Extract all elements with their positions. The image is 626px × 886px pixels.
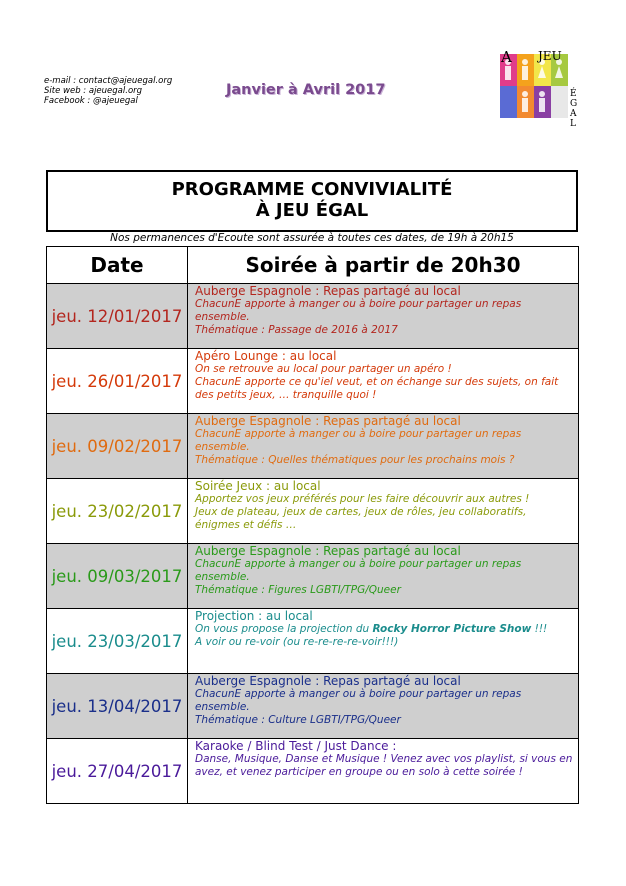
logo-letter-g: G xyxy=(570,99,578,109)
table-row xyxy=(47,739,579,804)
event-title: Apéro Lounge : au local xyxy=(195,349,337,363)
event-date: jeu. 09/03/2017 xyxy=(47,544,188,609)
logo-letter-e: É xyxy=(570,89,577,99)
contact-block xyxy=(44,76,172,106)
event-description-text: !!! xyxy=(531,623,548,635)
event-description: Thématique : Passage de 2016 à 2017 xyxy=(195,324,398,336)
table-header-row xyxy=(47,247,579,284)
event-date: jeu. 27/04/2017 xyxy=(47,739,188,804)
event-cell xyxy=(188,479,579,544)
event-description: ChacunE apporte à manger ou à boire pour partager un repas ensemble. xyxy=(195,428,522,453)
event-date: jeu. 26/01/2017 xyxy=(47,349,188,414)
event-description: Jeux de plateau, jeux de cartes, jeux de rôles, jeu collaboratifs, énigmes et défis … xyxy=(195,506,527,531)
event-cell xyxy=(188,609,579,674)
table-body xyxy=(47,284,579,804)
logo-letters-jeu: JEU xyxy=(538,49,562,63)
logo-tile-light xyxy=(551,86,568,118)
event-title: Auberge Espagnole : Repas partagé au local xyxy=(195,284,461,298)
table-row xyxy=(47,284,579,349)
title-line-1: PROGRAMME CONVIVIALITÉ xyxy=(171,179,453,200)
event-description: Thématique : Culture LGBTI/TPG/Queer xyxy=(195,714,401,726)
event-title: Soirée Jeux : au local xyxy=(195,479,321,493)
contact-facebook: Facebook : @ajeuegal xyxy=(44,96,138,106)
association-logo xyxy=(496,48,588,128)
table-row xyxy=(47,349,579,414)
logo-tile-blue xyxy=(500,86,517,118)
event-description-text: On vous propose la projection du xyxy=(195,623,373,635)
event-cell xyxy=(188,739,579,804)
table-row xyxy=(47,609,579,674)
event-date: jeu. 23/02/2017 xyxy=(47,479,188,544)
event-title: Auberge Espagnole : Repas partagé au local xyxy=(195,544,461,558)
event-title: Auberge Espagnole : Repas partagé au local xyxy=(195,414,461,428)
event-date: jeu. 23/03/2017 xyxy=(47,609,188,674)
event-date: jeu. 13/04/2017 xyxy=(47,674,188,739)
event-description: On se retrouve au local pour partager un apéro ! xyxy=(195,363,452,375)
logo-letter-a: A xyxy=(501,48,512,66)
permanence-note: Nos permanences d'Ecoute sont assurée à toutes ces dates, de 19h à 20h15 xyxy=(110,232,514,244)
event-date: jeu. 09/02/2017 xyxy=(47,414,188,479)
period-heading: Janvier à Avril 2017 xyxy=(226,82,386,98)
logo-letter-a2: A xyxy=(570,109,577,119)
event-title: Karaoke / Blind Test / Just Dance : xyxy=(195,739,397,753)
table-row xyxy=(47,674,579,739)
event-cell xyxy=(188,284,579,349)
event-description: ChacunE apporte à manger ou à boire pour partager un repas ensemble. xyxy=(195,298,522,323)
programme-table xyxy=(46,246,579,804)
event-cell xyxy=(188,414,579,479)
event-description xyxy=(195,623,574,636)
title-line-2: À JEU ÉGAL xyxy=(255,200,369,221)
event-title: Auberge Espagnole : Repas partagé au local xyxy=(195,674,461,688)
event-cell xyxy=(188,349,579,414)
event-title: Projection : au local xyxy=(195,609,313,623)
table-row xyxy=(47,544,579,609)
event-description: ChacunE apporte à manger ou à boire pour partager un repas ensemble. xyxy=(195,558,522,583)
event-description: ChacunE apporte à manger ou à boire pour partager un repas ensemble. xyxy=(195,688,522,713)
contact-site: Site web : ajeuegal.org xyxy=(44,86,143,96)
event-description: ChacunE apporte ce qu'iel veut, et on échange sur des sujets, on fait des petits jeux, … tranquille quoi ! xyxy=(195,376,559,401)
event-date: jeu. 12/01/2017 xyxy=(47,284,188,349)
event-cell xyxy=(188,544,579,609)
event-description: Thématique : Figures LGBTI/TPG/Queer xyxy=(195,584,401,596)
contact-email: e-mail : contact@ajeuegal.org xyxy=(44,76,173,86)
programme-title xyxy=(46,170,578,232)
event-cell xyxy=(188,674,579,739)
table-row xyxy=(47,479,579,544)
column-header-event: Soirée à partir de 20h30 xyxy=(188,247,579,284)
event-description: Apportez vos jeux préférés pour les faire découvrir aux autres ! xyxy=(195,493,530,505)
column-header-date: Date xyxy=(47,247,188,284)
logo-letter-l: L xyxy=(570,119,576,128)
event-description: A voir ou re-voir (ou re-re-re-re-voir!!!) xyxy=(195,636,399,648)
film-title: Rocky Horror Picture Show xyxy=(372,623,532,635)
event-description: Thématique : Quelles thématiques pour les prochains mois ? xyxy=(195,454,515,466)
table-row xyxy=(47,414,579,479)
event-description: Danse, Musique, Danse et Musique ! Venez avec vos playlist, si vous en avez, et venez participer en groupe ou en solo à cette soirée ! xyxy=(195,753,573,778)
